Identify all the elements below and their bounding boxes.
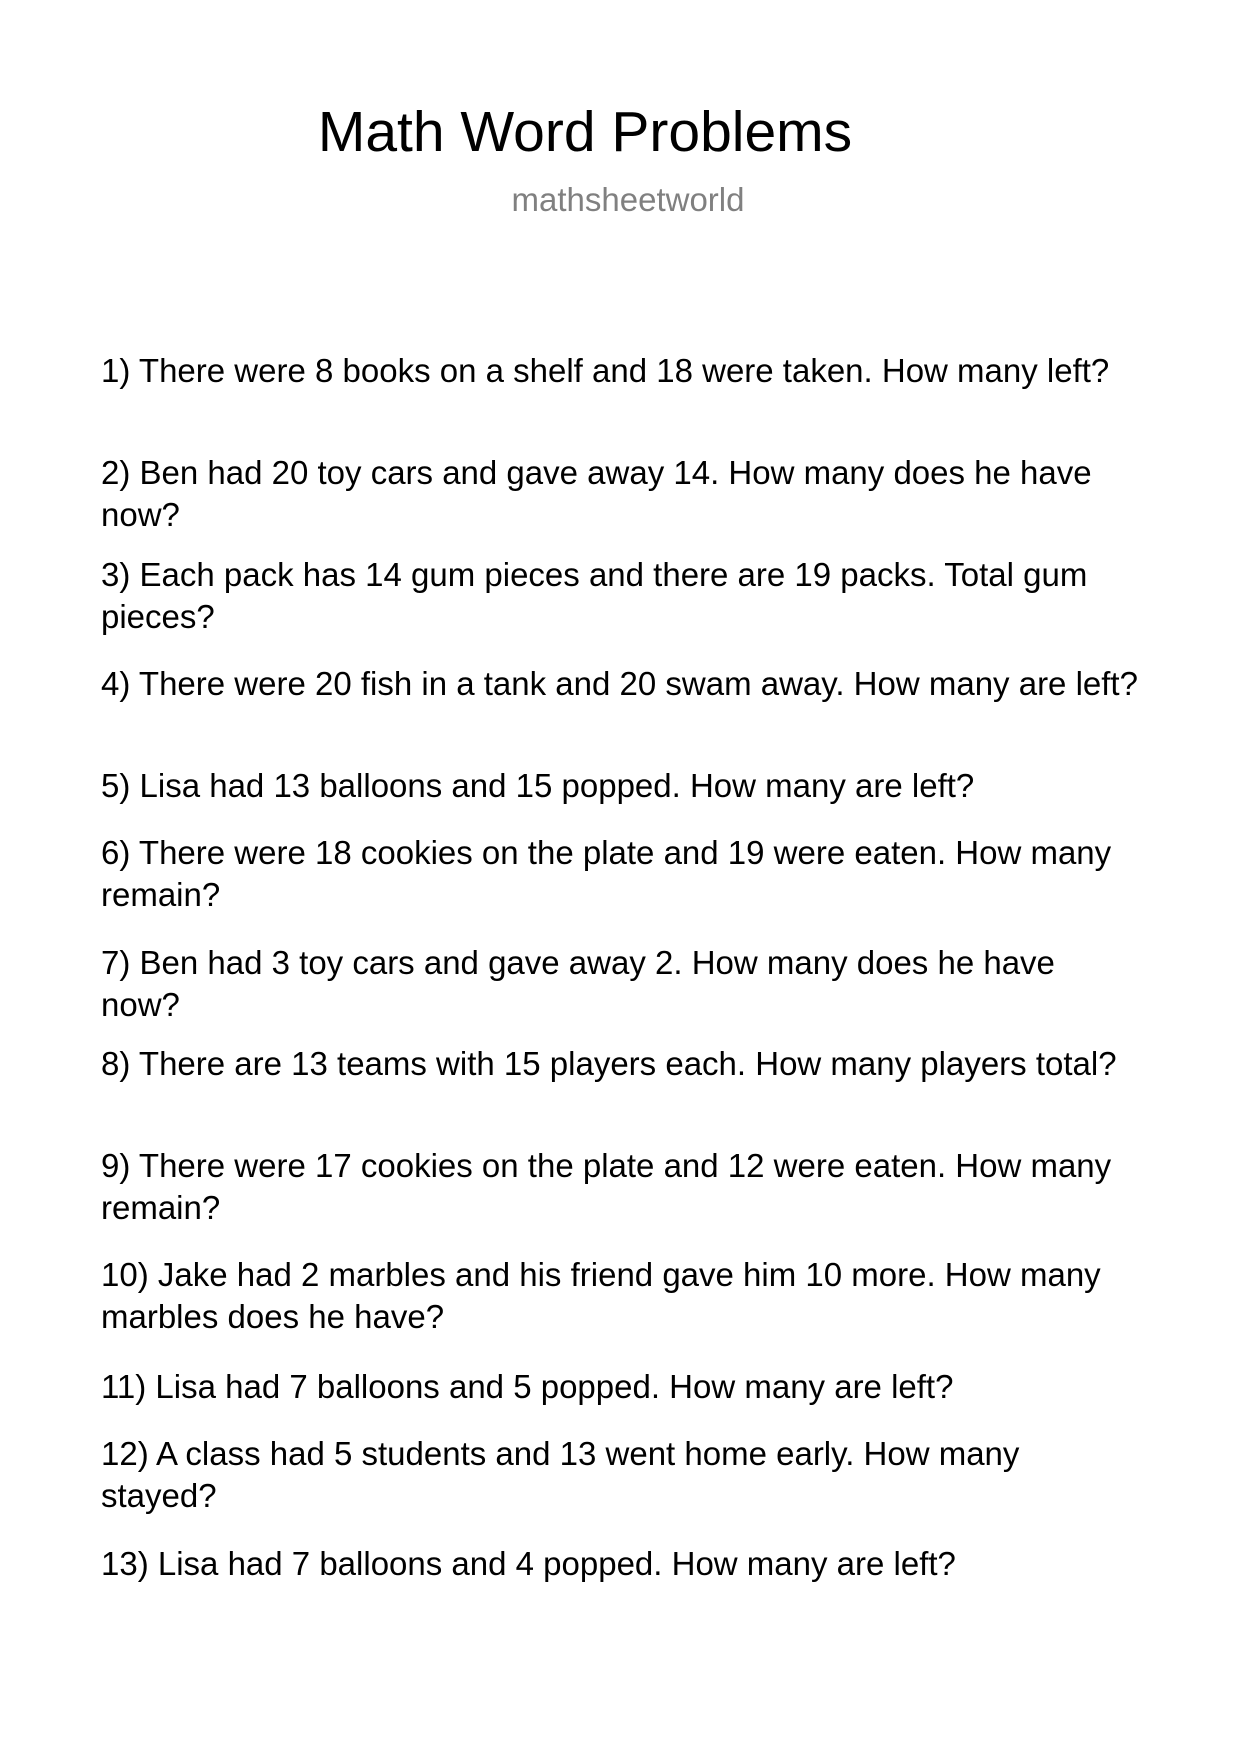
problem-9: 9) There were 17 cookies on the plate and 12 were eaten. How many remain? [101, 1147, 1112, 1226]
page-subtitle: mathsheetworld [511, 181, 745, 218]
problem-12: 12) A class had 5 students and 13 went home early. How many stayed? [101, 1435, 1020, 1514]
problem-3: 3) Each pack has 14 gum pieces and there are 19 packs. Total gum pieces? [101, 556, 1088, 635]
problem-4: 4) There were 20 fish in a tank and 20 swam away. How many are left? [101, 665, 1138, 702]
problem-5: 5) Lisa had 13 balloons and 15 popped. How many are left? [101, 767, 975, 804]
problem-6: 6) There were 18 cookies on the plate and 19 were eaten. How many remain? [101, 834, 1112, 913]
problem-13: 13) Lisa had 7 balloons and 4 popped. How many are left? [101, 1545, 956, 1582]
problem-8: 8) There are 13 teams with 15 players each. How many players total? [101, 1045, 1117, 1082]
problem-1: 1) There were 8 books on a shelf and 18 were taken. How many left? [101, 352, 1110, 389]
problem-11: 11) Lisa had 7 balloons and 5 popped. How many are left? [101, 1368, 954, 1405]
problem-2: 2) Ben had 20 toy cars and gave away 14. How many does he have now? [101, 454, 1092, 533]
problem-10: 10) Jake had 2 marbles and his friend gave him 10 more. How many marbles does he have? [101, 1256, 1101, 1335]
problem-7: 7) Ben had 3 toy cars and gave away 2. How many does he have now? [101, 944, 1055, 1023]
page-title: Math Word Problems [317, 100, 853, 164]
